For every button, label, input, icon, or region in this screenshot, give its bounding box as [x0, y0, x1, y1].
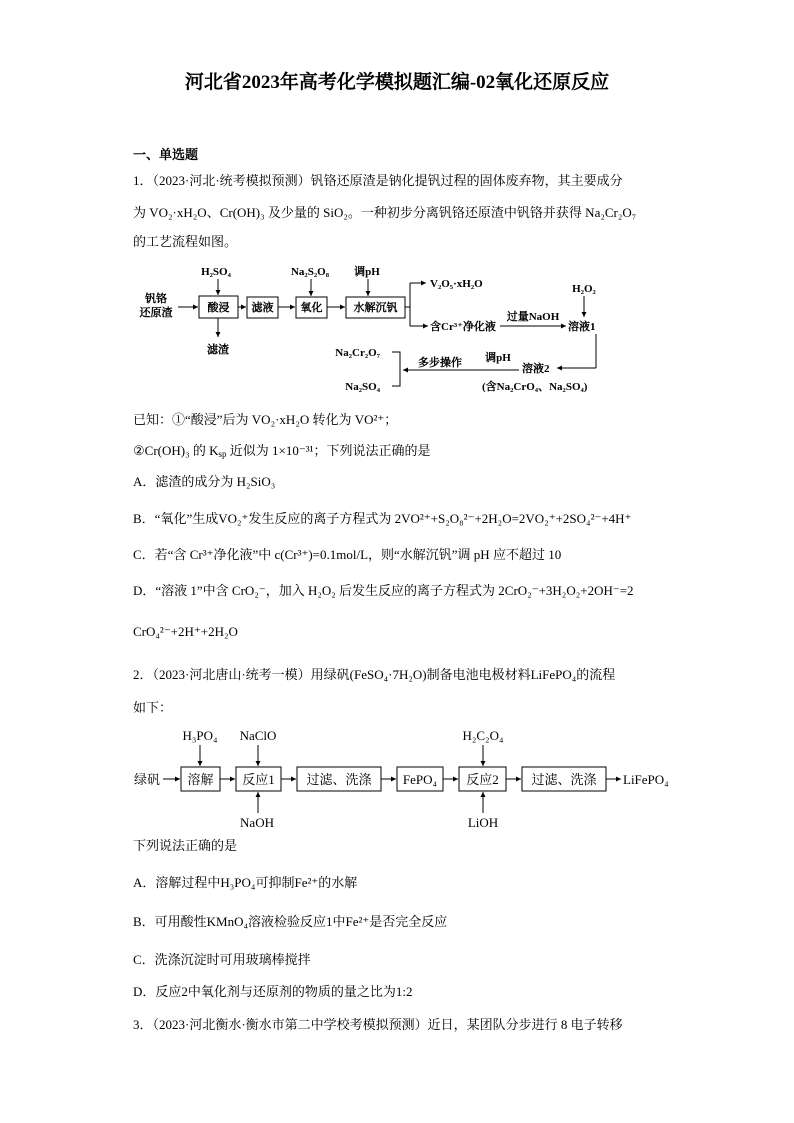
q2-option-a: A．溶解过程中H₃PO₄可抑制Fe²⁺的水解	[133, 875, 358, 890]
reagent-label: H₂SO₄	[201, 266, 231, 278]
adjust-ph-label: 调pH	[485, 352, 511, 364]
reagent-naoh: NaOH	[240, 815, 274, 830]
q1-option-d-continued: CrO₄²⁻+2H⁺+2H₂O	[133, 624, 238, 639]
flow-step-dissolve	[181, 767, 220, 791]
step-label: 过滤、洗涤	[531, 772, 597, 787]
section-heading: 一、单选题	[133, 147, 199, 162]
reagent-label: Na₂S₂O₈	[290, 266, 330, 278]
step-label: 过滤、洗涤	[306, 772, 372, 787]
flow-step-filter-wash-2	[522, 767, 606, 791]
q2-option-d: D．反应2中氧化剂与还原剂的物质的量之比为1:2	[133, 984, 413, 999]
flow-step-filter-wash-1	[297, 767, 381, 791]
q1-stem-line-1: 1．（2023·河北·统考模拟预测）钒铬还原渣是钠化提钒过程的固体废弃物，其主要成分	[133, 173, 623, 188]
flow-step-reaction-1	[236, 767, 281, 791]
q2-stem-line-1: 2．（2023·河北唐山·统考一模）用绿矾(FeSO₄·7H₂O)制备电池电极材料LiFePO₄的流程	[133, 667, 616, 682]
q1-stem-line-3: 的工艺流程如图。	[133, 234, 238, 249]
solution-1-label: 溶液1	[568, 321, 596, 333]
q2-stem-line-2: 如下：	[133, 700, 173, 715]
q1-stem-line-2: 为 VO₂·xH₂O、Cr(OH)₃ 及少量的 SiO₂。一种初步分离钒铬还原渣中钒铬并获得 Na₂Cr₂O₇	[133, 205, 637, 220]
q2-process-flow-diagram	[125, 725, 685, 835]
solution-2-note: (含Na₂CrO₄、Na₂SO₄)	[482, 381, 588, 393]
q1-option-d: D．“溶液 1”中含 CrO₂⁻，加入 H₂O₂ 后发生反应的离子方程式为 2CrO₂⁻+3H₂O₂+2OH⁻=2	[133, 583, 634, 598]
end-product-label: LiFePO₄	[623, 772, 669, 787]
q1-option-a: A．滤渣的成分为 H₂SiO₃	[133, 474, 276, 489]
q2-prompt: 下列说法正确的是	[133, 838, 238, 853]
h2o2-label: H₂O₂	[572, 283, 596, 295]
reagent-h2c2o4: H₂C₂O₄	[462, 728, 504, 743]
q2-option-c: C．洗涤沉淀时可用玻璃棒搅拌	[133, 952, 311, 967]
flow-step-fepo4	[397, 767, 443, 791]
step-label: 滤液	[251, 302, 274, 314]
start-material-label: 绿矾	[134, 772, 161, 787]
flow-step-reaction-2	[459, 767, 506, 791]
solution-2-label: 溶液2	[522, 363, 550, 375]
flow-step-filtrate	[247, 297, 278, 318]
start-label-line-2: 还原渣	[139, 307, 173, 319]
q1-option-b: B．“氧化”生成VO₂⁺发生反应的离子方程式为 2VO²⁺+S₂O₈²⁻+2H₂O=2VO₂⁺+2SO₄²⁻+4H⁺	[133, 511, 632, 526]
naoh-label: 过量NaOH	[506, 311, 560, 323]
q1-known-1: 已知：①“酸浸”后为 VO₂·xH₂O 转化为 VO²⁺；	[133, 412, 398, 427]
flow-step-acid-leach	[199, 266, 238, 356]
flow-start-material	[139, 291, 173, 319]
step-label: 酸浸	[207, 302, 230, 314]
step-label: FePO₄	[402, 772, 438, 787]
q1-known-2	[133, 442, 431, 460]
flow-step-hydrolysis	[346, 264, 405, 318]
flow-branch	[405, 283, 428, 326]
q2-option-b: B．可用酸性KMnO₄溶液检验反应1中Fe²⁺是否完全反应	[133, 914, 448, 929]
reagent-label: 调pH	[354, 266, 380, 278]
reagent-h3po4: H₃PO₄	[182, 728, 218, 743]
multi-step-label: 多步操作	[418, 357, 462, 369]
reagent-naclo: NaClO	[239, 728, 277, 743]
known-2-text: ②Cr(OH)₃ 的 K	[133, 443, 219, 458]
chromium-liquid-label: 含Cr³⁺净化液	[430, 321, 496, 333]
step-label: 溶解	[187, 772, 214, 787]
flow-step-oxidation	[291, 266, 330, 318]
step-label: 反应2	[466, 772, 499, 787]
start-label-line-1: 钒铬	[145, 293, 167, 305]
product-label-1: Na₂Cr₂O₇	[335, 347, 380, 359]
step-label: 水解沉钒	[353, 302, 398, 314]
product-bracket	[392, 352, 400, 386]
q3-stem-line-1: 3．（2023·河北衡水·衡水市第二中学校考模拟预测）近日，某团队分步进行 8 电子转移	[133, 1017, 623, 1032]
residue-label: 滤渣	[207, 344, 229, 356]
q1-option-c: C．若“含 Cr³⁺净化液”中 c(Cr³⁺)=0.1mol/L，则“水解沉钒”调 pH 应不超过 10	[133, 547, 562, 562]
page-title: 河北省2023年高考化学模拟题汇编-02氧化还原反应	[184, 72, 610, 93]
product-label-2: Na₂SO₄	[345, 381, 380, 393]
step-label: 氧化	[300, 302, 323, 314]
known-2-text-tail: 近似为 1×10⁻³¹；下列说法正确的是	[226, 443, 431, 458]
ksp-subscript: sp	[218, 449, 227, 459]
q1-process-flow-diagram	[120, 258, 620, 398]
vanadium-product-label: V₂O₅·xH₂O	[430, 278, 483, 290]
reagent-lioh: LiOH	[467, 815, 499, 830]
step-label: 反应1	[242, 772, 275, 787]
